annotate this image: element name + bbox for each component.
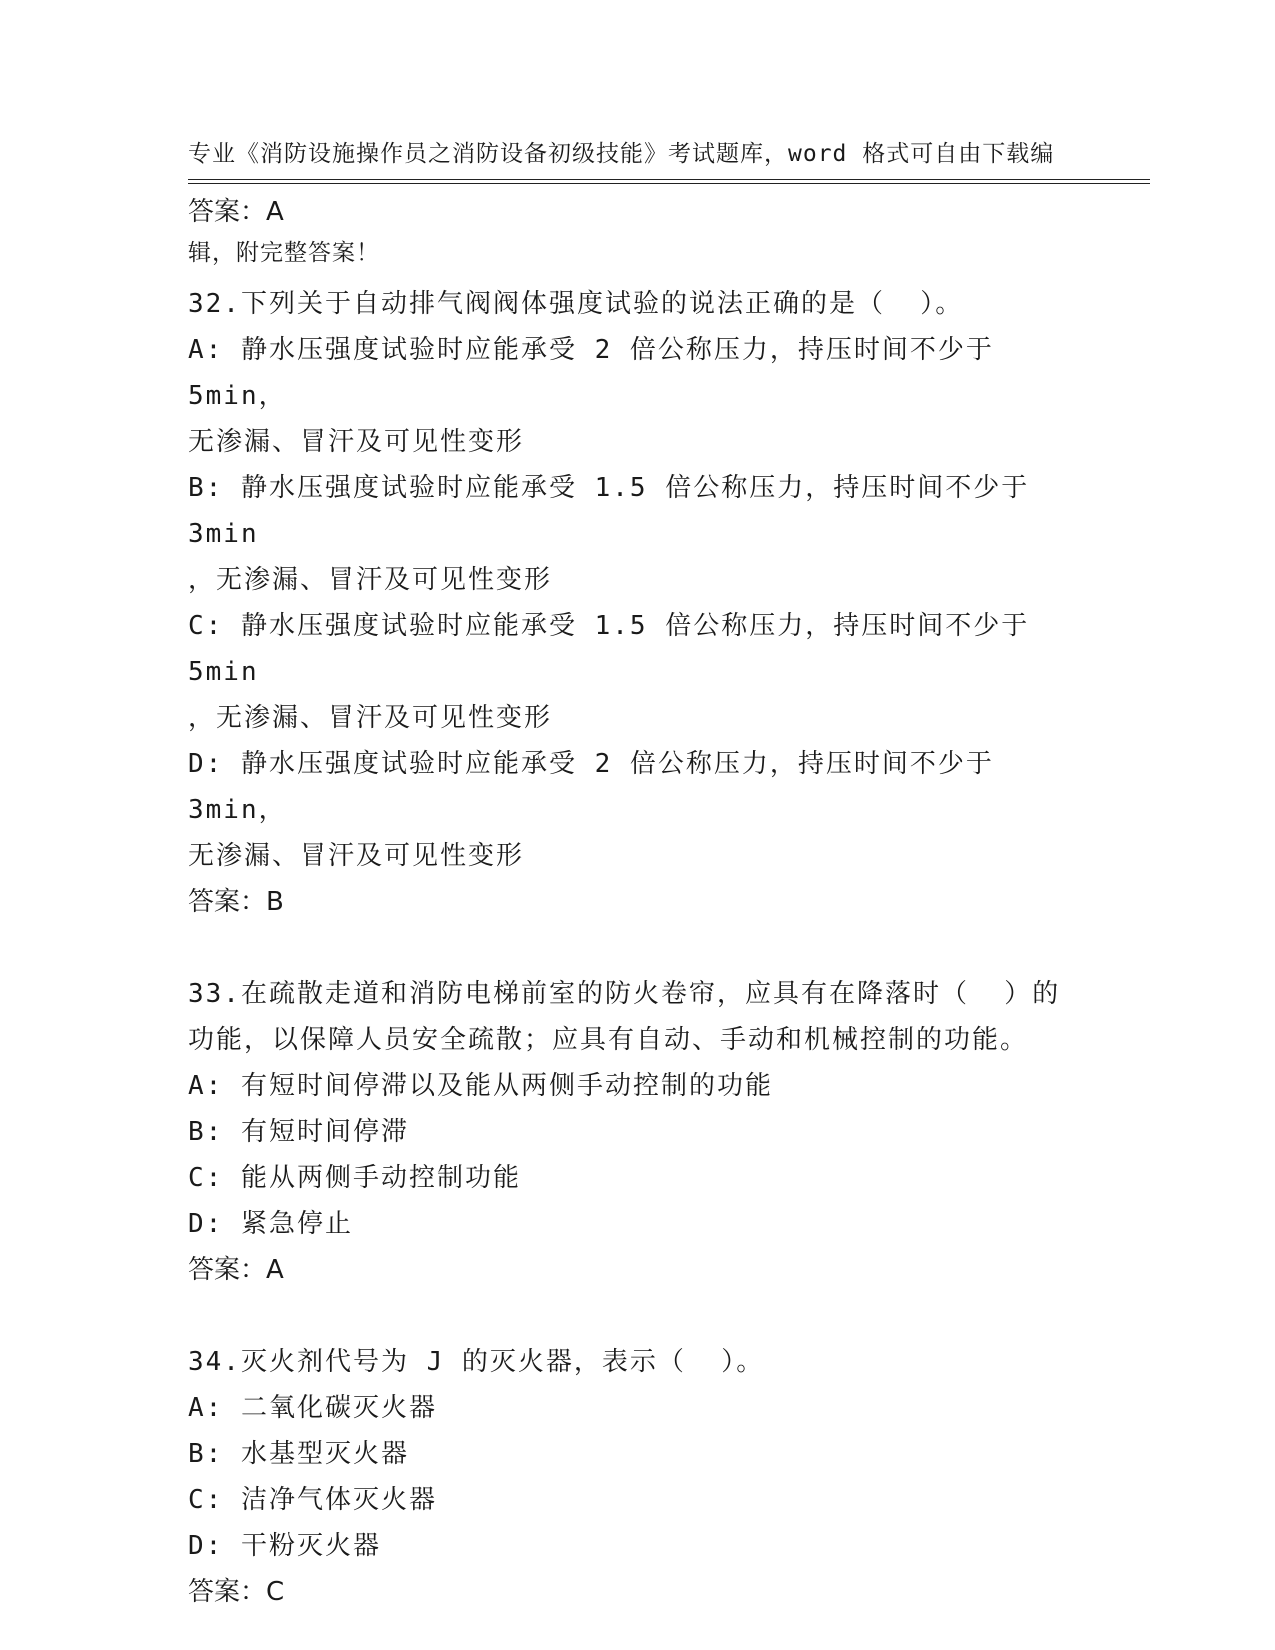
- option-text: 无渗漏、冒汗及可见性变形: [188, 841, 525, 871]
- answer: 答案：C: [188, 1577, 285, 1607]
- option-text: C: 洁净气体灭火器: [188, 1485, 437, 1515]
- question-32: [188, 281, 1088, 925]
- option-text: D: 干粉灭火器: [188, 1531, 381, 1561]
- option-text: B: 水基型灭火器: [188, 1439, 409, 1469]
- option-c: [188, 603, 1088, 741]
- question-text: 功能，以保障人员安全疏散；应具有自动、手动和机械控制的功能。: [188, 1025, 1029, 1055]
- question-text: 33.在疏散走道和消防电梯前室的防火卷帘，应具有在降落时（ ）的: [188, 979, 1061, 1009]
- option-b: [188, 1109, 1088, 1155]
- option-text: B: 静水压强度试验时应能承受 1.5 倍公称压力，持压时间不少于 3min: [188, 473, 1047, 549]
- header-rule-top: [188, 179, 1150, 180]
- header-rule-bottom: [188, 183, 1150, 184]
- option-a: [188, 1063, 1088, 1109]
- option-c: [188, 1477, 1088, 1523]
- answer: 答案：A: [188, 1255, 284, 1285]
- spacer: [188, 235, 1088, 281]
- option-a: [188, 1385, 1088, 1431]
- question-list: [188, 189, 1088, 1615]
- question-33: [188, 971, 1088, 1293]
- option-text: A: 有短时间停滞以及能从两侧手动控制的功能: [188, 1071, 773, 1101]
- option-d: [188, 1523, 1088, 1569]
- header-line-1: 专业《消防设施操作员之消防设备初级技能》考试题库，word 格式可自由下载编: [188, 141, 1055, 167]
- option-text: A: 二氧化碳灭火器: [188, 1393, 437, 1423]
- spacer: [188, 925, 1088, 971]
- option-text: ，无渗漏、冒汗及可见性变形: [188, 703, 553, 733]
- spacer: [188, 1293, 1088, 1339]
- option-text: ，无渗漏、冒汗及可见性变形: [188, 565, 553, 595]
- question-text: 32.下列关于自动排气阀阀体强度试验的说法正确的是（ ）。: [188, 289, 964, 319]
- option-b: [188, 1431, 1088, 1477]
- option-text: B: 有短时间停滞: [188, 1117, 409, 1147]
- option-text: C: 静水压强度试验时应能承受 1.5 倍公称压力，持压时间不少于 5min: [188, 611, 1047, 687]
- option-text: D: 紧急停止: [188, 1209, 353, 1239]
- answer: 答案：B: [188, 887, 284, 917]
- question-34: [188, 1339, 1088, 1615]
- option-d: [188, 1201, 1088, 1247]
- option-text: A: 静水压强度试验时应能承受 2 倍公称压力，持压时间不少于 5min，: [188, 335, 1012, 411]
- option-b: [188, 465, 1088, 603]
- header-line-2: 辑，附完整答案！: [188, 240, 380, 266]
- option-a: [188, 327, 1088, 465]
- previous-answer: 答案：A: [188, 197, 284, 227]
- option-c: [188, 1155, 1088, 1201]
- option-text: 无渗漏、冒汗及可见性变形: [188, 427, 525, 457]
- question-text: 34.灭火剂代号为 J 的灭火器，表示（ ）。: [188, 1347, 765, 1377]
- option-d: [188, 741, 1088, 879]
- option-text: D: 静水压强度试验时应能承受 2 倍公称压力，持压时间不少于 3min，: [188, 749, 1012, 825]
- option-text: C: 能从两侧手动控制功能: [188, 1163, 521, 1193]
